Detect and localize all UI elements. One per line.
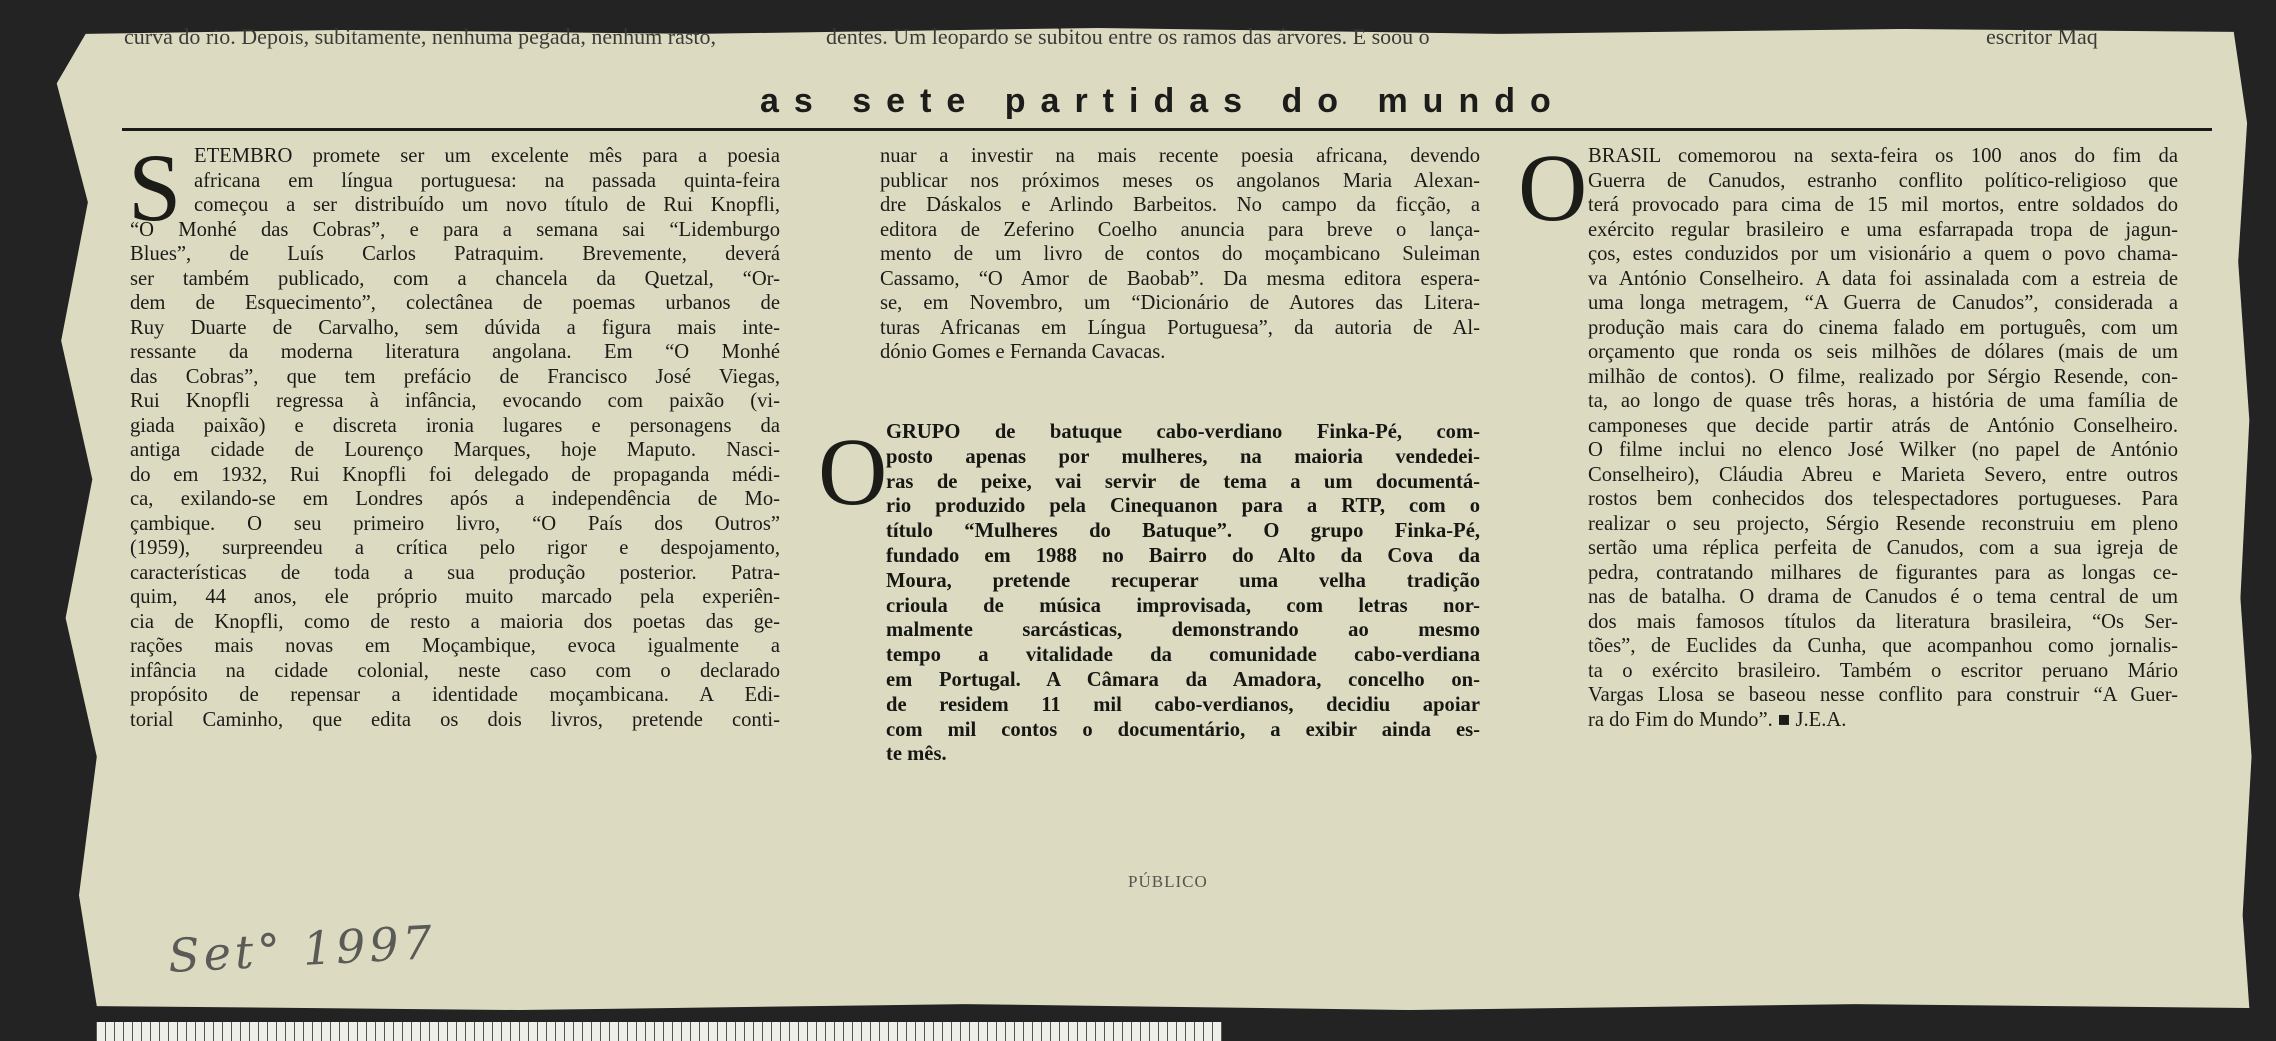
story1-column — [130, 144, 780, 732]
text-line: te mês. — [886, 743, 947, 766]
handwritten-date-note: Set° 1997 — [166, 915, 438, 983]
story2-column — [886, 420, 1480, 767]
text-line: GRUPO de batuque cabo-verdiano Finka-Pé, com- — [886, 421, 1480, 443]
dropcap-story1: S — [128, 134, 182, 241]
text-line: O filme inclui no elenco José Wilker (no papel de António — [1588, 439, 2178, 461]
text-line: “O Monhé das Cobras”, e para a semana sai “Lidemburgo — [130, 218, 780, 241]
text-line: dem de Esquecimento”, colectânea de poemas urbanos de — [130, 292, 780, 314]
text-line: editora de Zeferino Coelho anuncia para breve o lança- — [880, 218, 1480, 241]
text-line: nuar a investir na mais recente poesia africana, devendo — [880, 145, 1480, 167]
text-line: se, em Novembro, um “Dicionário de Autores das Litera- — [880, 292, 1480, 314]
text-line: va António Conselheiro. A data foi assinalada com a estreia de — [1588, 267, 2178, 290]
text-line: Rui Knopfli regressa à infância, evocando com paixão (vi- — [130, 390, 780, 412]
text-line: fundado em 1988 no Bairro do Alto da Cova da — [886, 544, 1480, 567]
text-line: Guerra de Canudos, estranho conflito político-religioso que — [1588, 169, 2178, 192]
text-line: Ruy Duarte de Carvalho, sem dúvida a figura mais inte- — [130, 316, 780, 339]
text-line: turas Africanas em Língua Portuguesa”, da autoria de Al- — [880, 316, 1480, 339]
text-line: com mil contos o documentário, a exibir ainda es- — [886, 718, 1480, 741]
text-line: rostos bem conhecidos dos telespectadores portugueses. Para — [1588, 488, 2178, 510]
cut-off-text-top-left: curva do rio. Depois, subitamente, nenhuma pegada, nenhum rasto, — [124, 24, 717, 49]
text-line: Vargas Llosa se baseou nesse conflito para construir “A Guer- — [1588, 684, 2178, 706]
text-line: (1959), surpreendeu a crítica pelo rigor e despojamento, — [130, 537, 780, 559]
text-line: sertão uma réplica perfeita de Canudos, com a sua igreja de — [1588, 537, 2178, 559]
scale-ruler — [96, 1022, 1222, 1041]
section-heading: as sete partidas do mundo — [760, 82, 1566, 120]
text-line: ressante da moderna literatura angolana. Em “O Monhé — [130, 341, 780, 363]
text-line: orçamento que ronda os seis milhões de dólares (mais de um — [1588, 341, 2178, 363]
text-line: propósito de repensar a identidade moçambicana. A Edi- — [130, 684, 780, 706]
text-line: posto apenas por mulheres, na maioria vendedei- — [886, 445, 1480, 468]
text-line: nas de batalha. O drama de Canudos é o tema central de um — [1588, 586, 2178, 608]
text-line: dre Dáskalos e Arlindo Barbeitos. No campo da ficção, a — [880, 194, 1480, 216]
text-line: Blues”, de Luís Carlos Patraquim. Brevemente, deverá — [130, 243, 780, 265]
text-line: de residem 11 mil cabo-verdianos, decidiu apoiar — [886, 693, 1480, 716]
text-line: africana em língua portuguesa: na passada quinta-feira — [194, 169, 780, 192]
text-line: começou a ser distribuído um novo título de Rui Knopfli, — [194, 194, 780, 216]
text-line: uma longa metragem, “A Guerra de Canudos”, considerada a — [1588, 292, 2178, 314]
dropcap-story2: O — [818, 418, 888, 525]
text-line: çambique. O seu primeiro livro, “O País dos Outros” — [130, 512, 780, 535]
text-line: publicar nos próximos meses os angolanos Maria Alexan- — [880, 169, 1480, 192]
text-line: exército regular brasileiro e uma esfarrapada tropa de jagun- — [1588, 218, 2178, 241]
cut-off-text-top-middle: dentes. Um leopardo se subitou entre os ramos das árvores. E soou o — [826, 24, 1430, 49]
text-line: ra do Fim do Mundo”. ■ J.E.A. — [1588, 708, 1847, 731]
text-line: Moura, pretende recuperar uma velha tradição — [886, 569, 1480, 592]
text-line: em Portugal. A Câmara da Amadora, concelho on- — [886, 668, 1480, 691]
text-line: giada paixão) e discreta ironia lugares e personagens da — [130, 414, 780, 437]
text-line: pedra, contratando milhares de figurantes para as longas ce- — [1588, 561, 2178, 584]
text-line: cia de Knopfli, como de resto a maioria dos poetas das ge- — [130, 610, 780, 633]
heading-rule — [122, 128, 2212, 131]
text-line: crioula de música improvisada, com letras nor- — [886, 594, 1480, 617]
text-line: quim, 44 anos, ele próprio muito marcado pela experiên- — [130, 586, 780, 608]
text-line: ETEMBRO promete ser um excelente mês para a poesia — [194, 145, 780, 167]
text-line: terá provocado para cima de 15 mil mortos, entre soldados do — [1588, 194, 2178, 216]
text-line: tempo a vitalidade da comunidade cabo-verdiana — [886, 644, 1480, 667]
text-line: mento de um livro de contos do moçambicano Suleiman — [880, 243, 1480, 265]
text-line: título “Mulheres do Batuque”. O grupo Finka-Pé, — [886, 520, 1480, 543]
text-line: ta, ao longo de quase três horas, a história de uma família de — [1588, 390, 2178, 412]
text-line: ras de peixe, vai servir de tema a um documentá- — [886, 470, 1480, 493]
text-line: dónio Gomes e Fernanda Cavacas. — [880, 341, 1166, 363]
text-line: produção mais cara do cinema falado em português, com um — [1588, 316, 2178, 339]
cut-off-text-top-right: escritor Maq — [1986, 24, 2098, 49]
publication-name: PÚBLICO — [1128, 872, 1208, 891]
story1-continuation-column — [880, 144, 1480, 365]
text-line: camponeses que decide partir atrás de António Conselheiro. — [1588, 414, 2178, 437]
text-line: Conselheiro), Cláudia Abreu e Marieta Severo, entre outros — [1588, 463, 2178, 486]
text-line: do em 1932, Rui Knopfli foi delegado de propaganda médi- — [130, 463, 780, 486]
text-line: tões”, de Euclides da Cunha, que acompanhou como jornalis- — [1588, 635, 2178, 657]
text-line: antiga cidade de Lourenço Marques, hoje Maputo. Nasci- — [130, 439, 780, 461]
text-line: BRASIL comemorou na sexta-feira os 100 anos do fim da — [1588, 145, 2178, 167]
text-line: malmente sarcásticas, demonstrando ao mesmo — [886, 619, 1480, 642]
text-line: das Cobras”, que tem prefácio de Francisco José Viegas, — [130, 365, 780, 388]
text-line: Cassamo, “O Amor de Baobab”. Da mesma editora espera- — [880, 267, 1480, 290]
text-line: rações mais novas em Moçambique, evoca igualmente a — [130, 635, 780, 657]
text-line: ços, estes conduzidos por um visionário a quem o povo chama- — [1588, 243, 2178, 265]
story3-column — [1588, 144, 2178, 732]
text-line: milhão de contos). O filme, realizado por Sérgio Resende, con- — [1588, 365, 2178, 388]
text-line: rio produzido pela Cinequanon para a RTP, com o — [886, 495, 1480, 518]
text-line: dos mais famosos títulos da literatura brasileira, “Os Ser- — [1588, 610, 2178, 633]
text-line: realizar o seu projecto, Sérgio Resende reconstruiu em pleno — [1588, 512, 2178, 535]
text-line: características de toda a sua produção posterior. Patra- — [130, 561, 780, 584]
text-line: ca, exilando-se em Londres após a independência de Mo- — [130, 488, 780, 510]
text-line: infância na cidade colonial, neste caso com o declarado — [130, 659, 780, 682]
dropcap-story3: O — [1518, 134, 1588, 241]
text-line: torial Caminho, que edita os dois livros, pretende conti- — [130, 708, 780, 731]
text-line: ser também publicado, com a chancela da Quetzal, “Or- — [130, 267, 780, 290]
text-line: ta o exército brasileiro. Também o escritor peruano Mário — [1588, 659, 2178, 682]
